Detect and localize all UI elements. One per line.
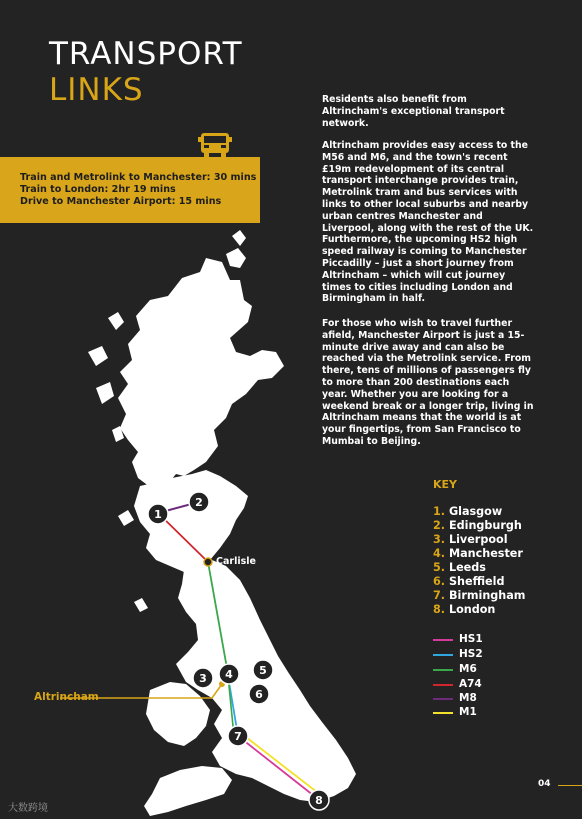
carlisle-label: Carlisle — [216, 556, 256, 567]
marker-leeds — [253, 660, 273, 680]
marker-liverpool — [193, 668, 213, 688]
key-item-manchester: 4. Manchester — [433, 547, 523, 560]
key-item-glasgow: 1. Glasgow — [433, 505, 503, 518]
svg-text:3: 3 — [199, 672, 207, 685]
legend-m6: M6 — [433, 663, 513, 675]
marker-london — [309, 790, 329, 810]
key-item-birmingham: 7. Birmingham — [433, 589, 526, 602]
key-item-liverpool: 3. Liverpool — [433, 533, 508, 546]
key-item-sheffield: 6. Sheffield — [433, 575, 505, 588]
marker-edinburgh — [189, 492, 209, 512]
svg-text:4: 4 — [225, 668, 233, 681]
body-paragraph-2: Altrincham provides easy access to the M56 and M6, and the town's recent £19m redevelopment of its central transport interchange provides train, Metrolink tram and bus services with links to other local suburbs and nearby urban centres Manchester and Liverpool, along with the rest of the UK. Furthermore, the upcoming HS2 high speed railway is coming to Manchester Piccadilly – just a short journey from Altrincham – which will cut journey times to cities including London and Birmingham in half. — [322, 140, 534, 305]
svg-text:1: 1 — [154, 508, 162, 521]
carlisle-dot — [204, 558, 212, 566]
watermark: 大数跨境 — [8, 803, 48, 814]
key-item-leeds: 5. Leeds — [433, 561, 486, 574]
key-item-london: 8. London — [433, 603, 496, 616]
svg-text:2: 2 — [195, 496, 203, 509]
svg-text:8: 8 — [315, 794, 323, 807]
legend-hs1: HS1 — [433, 633, 513, 645]
body-paragraph-3: For those who wish to travel further afield, Manchester Airport is just a 15-minute drive away and can also be reached via the Metrolink service. From there, tens of millions of passengers fly to more than 200 destinations each year. Whether you are looking for a weekend break or a longer trip, living in Altrincham means that the world is at your fingertips, from San Francisco to Mumbai to Beijing. — [322, 318, 534, 447]
svg-text:6: 6 — [255, 688, 263, 701]
legend-a74: A74 — [433, 678, 513, 690]
altrincham-label: Altrincham — [34, 691, 99, 703]
page-number: 04 — [538, 779, 551, 789]
uk-landmass — [88, 230, 356, 816]
marker-birmingham — [228, 726, 248, 746]
marker-manchester — [219, 664, 239, 684]
legend-m8: M8 — [433, 692, 513, 704]
journey-time-london: Train to London: 2hr 19 mins — [20, 184, 176, 195]
marker-sheffield — [249, 684, 269, 704]
legend-hs2: HS2 — [433, 648, 513, 660]
svg-text:5: 5 — [259, 664, 267, 677]
legend-m1: M1 — [433, 706, 513, 718]
key-item-edinburgh: 2. Edingburgh — [433, 519, 522, 532]
journey-time-manchester: Train and Metrolink to Manchester: 30 mins — [20, 172, 257, 183]
svg-text:7: 7 — [234, 730, 242, 743]
page-title-line1: TRANSPORT — [49, 36, 243, 72]
journey-time-airport: Drive to Manchester Airport: 15 mins — [20, 196, 222, 207]
page-number-rule — [558, 785, 582, 786]
key-title: KEY — [433, 478, 458, 491]
page-title-line2: LINKS — [49, 72, 144, 108]
body-paragraph-1: Residents also benefit from Altrincham's exceptional transport network. — [322, 94, 505, 129]
marker-glasgow — [148, 504, 168, 524]
